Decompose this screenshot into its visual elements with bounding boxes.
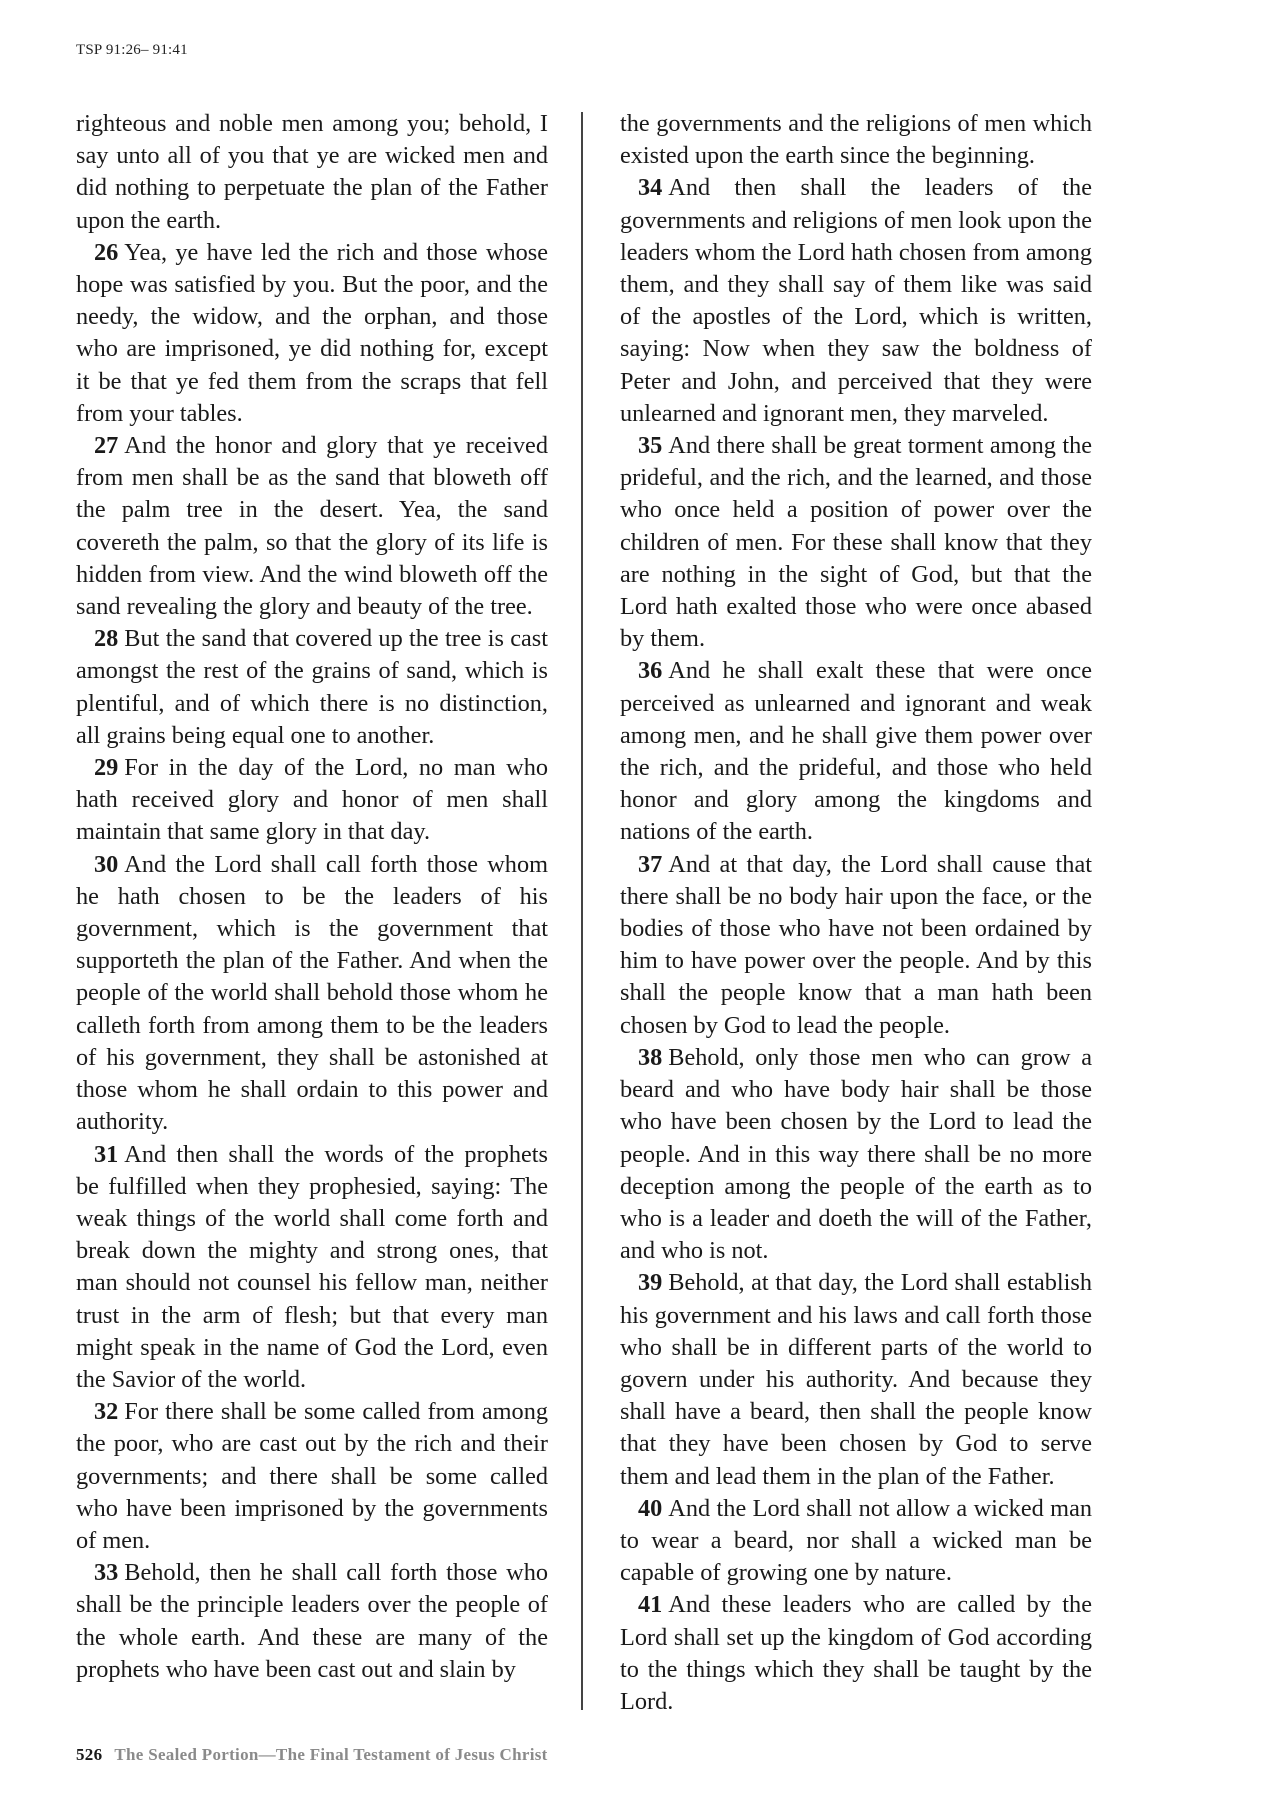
verse-30 <box>76 849 548 1139</box>
verse-number: 30 <box>94 850 119 878</box>
verse-29 <box>76 752 548 849</box>
verse-32 <box>76 1396 548 1557</box>
verse-number: 36 <box>638 657 663 685</box>
verse-text: And he shall exalt these that were once perceived as unlearned and ignorant and weak among men, and he shall give them power over the rich, and the prideful, and those who held honor and glory among the kingdoms and nations of the earth. <box>620 657 1092 846</box>
verse-text: And then shall the leaders of the governments and religions of men look upon the leaders whom the Lord hath chosen from among them, and they shall say of them like was said of the apostles of the Lord, which is written, saying: Now when they saw the boldness of Peter and John, and perceived that they were unlearned and ignorant men, they marveled. <box>620 174 1092 427</box>
verse-number: 34 <box>638 174 663 202</box>
verse-number: 29 <box>94 754 119 782</box>
verse-text: And the Lord shall not allow a wicked man to wear a beard, nor shall a wicked man be capable of growing one by nature. <box>620 1494 1092 1587</box>
verse-number: 31 <box>94 1140 119 1168</box>
verse-text: Behold, only those men who can grow a beard and who have body hair shall be those who have been chosen by the Lord to lead the people. And in this way there shall be no more deception among the people of the earth as to who is a leader and doeth the will of the Father, and who is not. <box>620 1043 1092 1265</box>
verse-number: 32 <box>94 1398 119 1426</box>
verse-35 <box>620 430 1092 655</box>
verse-text: And there shall be great torment among the prideful, and the rich, and the learned, and those who once held a position of power over the children of men. For these shall know that they are nothing in the sight of God, but that the Lord hath exalted those who were once abased by them. <box>620 432 1092 653</box>
verse-number: 26 <box>94 238 119 266</box>
verse-26 <box>76 237 548 430</box>
verse-text: And the Lord shall call forth those whom he hath chosen to be the leaders of his government, which is the government that supporteth the plan of the Father. And when the people of the world shall behold those whom he calleth forth from among them to be the leaders of his government, they shall be astonished at those whom he shall ordain to this power and authority. <box>76 850 548 1136</box>
verse-36 <box>620 655 1092 848</box>
verse-number: 35 <box>638 432 663 460</box>
verse-number: 40 <box>638 1494 663 1522</box>
verse-text: And these leaders who are called by the Lord shall set up the kingdom of God according to the things which they shall be taught by the Lord. <box>620 1591 1092 1715</box>
verse-39 <box>620 1267 1092 1492</box>
continuation-text: the governments and the religions of men which existed upon the earth since the beginning. <box>620 110 1092 170</box>
verse-37 <box>620 849 1092 1042</box>
verse-41 <box>620 1589 1092 1718</box>
page-number: 526 <box>76 1745 103 1764</box>
verse-31 <box>76 1139 548 1397</box>
verse-text: Behold, then he shall call forth those who shall be the principle leaders over the people of the whole earth. And these are many of the prophets who have been cast out and slain by <box>76 1559 548 1683</box>
column-divider <box>581 112 583 1710</box>
left-column <box>76 108 548 1686</box>
verse-text: Behold, at that day, the Lord shall establish his government and his laws and call forth those who shall be in different parts of the world to govern under his authority. And because they shall have a beard, then shall the people know that they have been chosen by God to serve them and lead them in the plan of the Father. <box>620 1269 1092 1490</box>
verse-text: For there shall be some called from among the poor, who are cast out by the rich and their governments; and there shall be some called who have been imprisoned by the governments of men. <box>76 1398 548 1554</box>
verse-text: And at that day, the Lord shall cause that there shall be no body hair upon the face, or the bodies of those who have not been ordained by him to have power over the people. And by this shall the people know that a man hath been chosen by God to lead the people. <box>620 850 1092 1039</box>
verse-38 <box>620 1042 1092 1267</box>
verse-28 <box>76 623 548 752</box>
verse-text: Yea, ye have led the rich and those whose hope was satisfied by you. But the poor, and the needy, the widow, and the orphan, and those who are imprisoned, ye did nothing for, except it be that ye fed them from the scraps that fell from your tables. <box>76 238 548 427</box>
page-footer <box>76 1745 548 1765</box>
verse-40 <box>620 1493 1092 1590</box>
verse-number: 41 <box>638 1591 663 1619</box>
book-title: The Sealed Portion—The Final Testament of Jesus Christ <box>114 1745 548 1764</box>
verse-text: And the honor and glory that ye received from men shall be as the sand that bloweth off the palm tree in the desert. Yea, the sand covereth the palm, so that the glory of its life is hidden from view. And the wind bloweth off the sand revealing the glory and beauty of the tree. <box>76 432 548 621</box>
verse-34 <box>620 172 1092 430</box>
verse-27 <box>76 430 548 623</box>
running-head: TSP 91:26– 91:41 <box>76 42 188 58</box>
verse-number: 28 <box>94 625 119 653</box>
verse-number: 33 <box>94 1559 119 1587</box>
verse-text: And then shall the words of the prophets be fulfilled when they prophesied, saying: The weak things of the world shall come forth and break down the mighty and strong ones, that man should not counsel his fellow man, neither trust in the arm of flesh; but that every man might speak in the name of God the Lord, even the Savior of the world. <box>76 1140 548 1393</box>
verse-number: 37 <box>638 850 663 878</box>
verse-number: 27 <box>94 432 119 460</box>
verse-text: But the sand that covered up the tree is cast amongst the rest of the grains of sand, which is plentiful, and of which there is no distinction, all grains being equal one to another. <box>76 625 548 749</box>
verse-text: For in the day of the Lord, no man who hath received glory and honor of men shall maintain that same glory in that day. <box>76 754 548 846</box>
verse-33 <box>76 1557 548 1686</box>
continuation-text: righteous and noble men among you; behold, I say unto all of you that ye are wicked men and did nothing to perpetuate the plan of the Father upon the earth. <box>76 110 548 234</box>
verse-number: 38 <box>638 1043 663 1071</box>
verse-number: 39 <box>638 1269 663 1297</box>
right-column <box>620 108 1092 1718</box>
